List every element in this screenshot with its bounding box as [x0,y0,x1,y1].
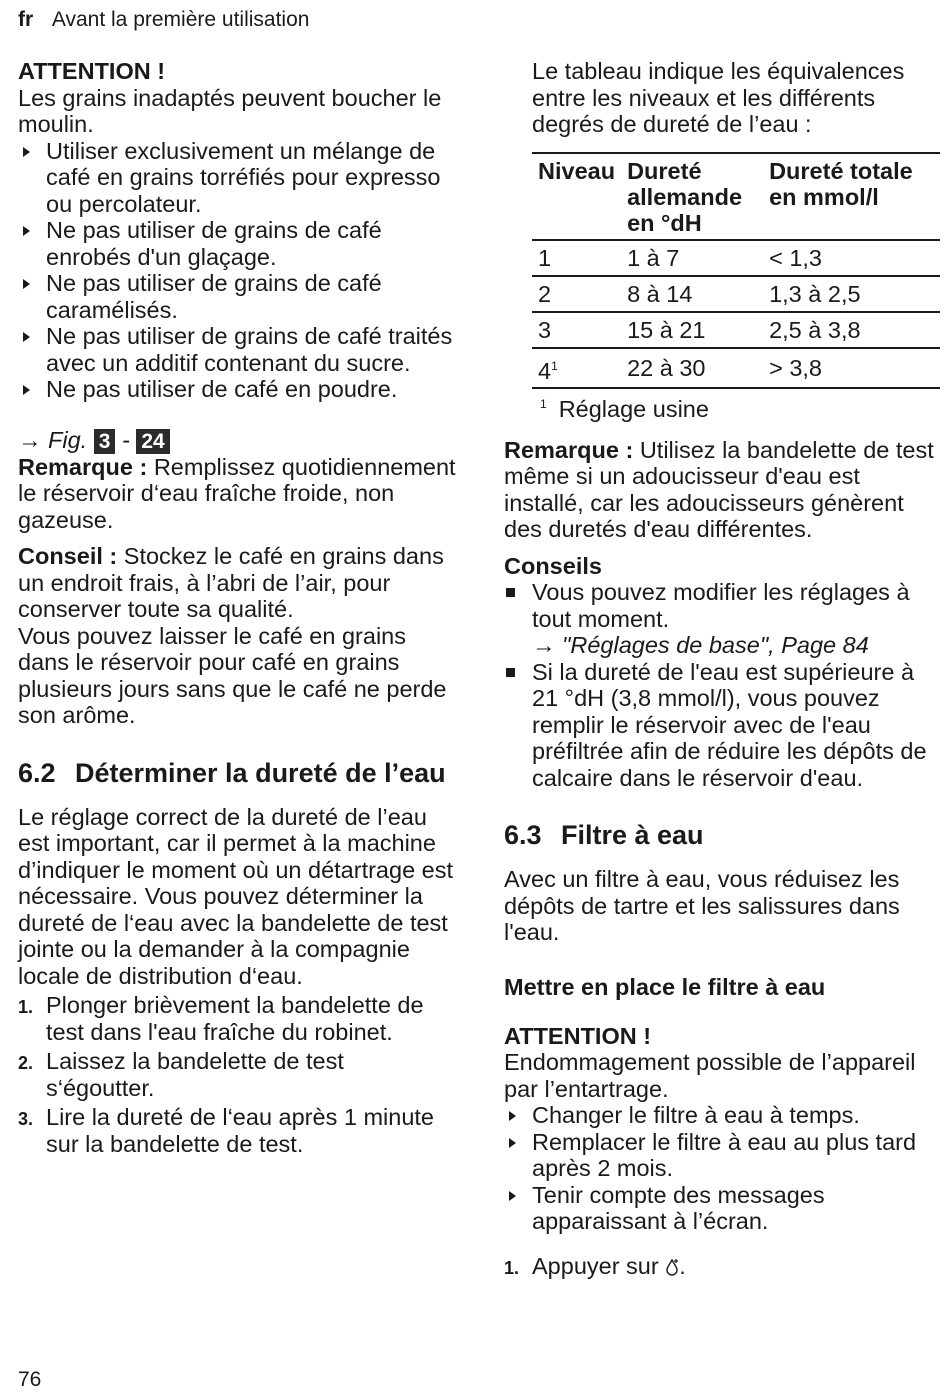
figure-number-to: 24 [136,429,169,454]
list-item: Utiliser exclusivement un mélange de café en grains torréfiés pour expresso ou percolateur. [18,138,458,218]
section-number: 6.3 [504,820,542,851]
step-end: . [679,1252,686,1279]
language-code: fr [18,8,34,31]
attention-bullets [18,138,458,403]
figure-prefix: Fig. [48,426,88,453]
conseils-list [504,579,940,791]
table-intro: Le tableau indique les équivalences entre les niveaux et les différents degrés de dureté de l’eau : [532,58,905,137]
table-cell: 1 [532,240,621,276]
step-text: Laissez la bandelette de test s‘égoutter. [46,1048,344,1101]
table-cell: 15 à 21 [621,312,763,348]
page-header [18,8,309,32]
table-cell: 2,5 à 3,8 [763,312,940,348]
table-cell: 8 à 14 [621,276,763,312]
attention-title: ATTENTION ! [504,1022,652,1049]
column-header: Niveau [532,153,621,240]
attention-text: Endommagement possible de l’appareil par l’entartrage. [504,1049,916,1102]
left-column [18,58,458,1157]
table-cell: 1 à 7 [621,240,763,276]
page-number: 76 [18,1368,42,1391]
cross-reference-link[interactable]: → "Réglages de base", Page 84 [532,632,869,659]
section-heading-6-2 [18,757,458,790]
list-item: Ne pas utiliser de grains de café caramélisés. [18,270,458,323]
list-item: Tenir compte des messages apparaissant à l’écran. [504,1182,940,1235]
conseil-text-2: Vous pouvez laisser le café en grains dans le réservoir pour café en grains plusieurs jours sans que le café ne perde son arôme. [18,622,447,728]
table-cell: < 1,3 [763,240,940,276]
steps-list [18,992,458,1157]
step-number: 3. [18,1109,34,1129]
remarque-paragraph [504,437,940,543]
list-item: Ne pas utiliser de grains de café enrobés d'un glaçage. [18,217,458,270]
footnote-number: 1 [540,397,547,412]
figure-reference [18,427,458,454]
table-footnote [504,391,940,422]
attention-bullets [504,1102,940,1235]
footnote-text: Réglage usine [558,396,709,423]
chapter-title: Avant la première utilisation [51,8,310,31]
table-row [532,348,940,389]
attention-title: ATTENTION ! [18,58,166,84]
list-item [18,1048,458,1101]
step-number: 1. [18,997,34,1017]
remarque-text: Remplissez quotidiennement le réservoir d‘eau fraîche froide, non gazeuse. [18,453,456,533]
table-cell [532,348,621,389]
section-title: Déterminer la dureté de l’eau [75,757,446,788]
section-title: Filtre à eau [561,820,704,851]
remarque-paragraph [18,454,458,534]
table-row [532,276,940,312]
list-item [504,579,940,659]
remarque-label: Remarque : [18,453,148,480]
conseil-label: Conseil : [18,543,118,569]
list-item: Si la dureté de l'eau est supérieure à 21 °dH (3,8 mmol/l), vous pouvez remplir le réservoir avec de l'eau préfiltrée afin de réduire les dépôts de calcaire dans le réservoir d'eau. [504,659,940,792]
subsection-title: Mettre en place le filtre à eau [504,973,826,1000]
step-number: 1. [504,1257,520,1278]
water-drop-icon [665,1258,679,1276]
steps-list [504,1253,940,1280]
figure-separator: - [121,426,130,453]
conseils-title: Conseils [504,552,602,579]
section-number: 6.2 [18,757,56,788]
table-cell: 1,3 à 2,5 [763,276,940,312]
list-item: Remplacer le filtre à eau au plus tard après 2 mois. [504,1129,940,1182]
section-heading-6-3 [504,819,940,852]
step-text: Lire la dureté de l‘eau après 1 minute sur la bandelette de test. [46,1104,434,1157]
list-item: Changer le filtre à eau à temps. [504,1102,940,1129]
table-cell: > 3,8 [763,348,940,389]
arrow-icon: → [18,426,42,453]
table-cell: 3 [532,312,621,348]
list-item: Ne pas utiliser de grains de café traités avec un additif contenant du sucre. [18,323,458,376]
list-item [504,1253,940,1280]
remarque-text: Utilisez la bandelette de test même si un adoucisseur d'eau est installé, car les adoucisseurs génèrent des duretés d'eau différentes. [504,436,934,543]
right-column [504,58,940,1279]
attention-text: Les grains inadaptés peuvent boucher le moulin. [18,84,442,137]
conseil-paragraph [18,543,458,623]
table-cell: 2 [532,276,621,312]
table-header-row [532,153,940,240]
list-item [18,1104,458,1157]
section-text: Le réglage correct de la dureté de l’eau est important, car il permet à la machine d’indiquer le moment où un détartrage est nécessaire. Vous pouvez déterminer la dureté de l‘eau avec la bandelette de test jointe ou la demander à la compagnie locale de distribution d‘eau. [18,803,454,989]
remarque-label: Remarque : [504,436,634,463]
step-text: Plonger brièvement la bandelette de test dans l'eau fraîche du robinet. [46,992,424,1045]
table-row [532,240,940,276]
water-hardness-table [532,152,940,390]
column-header: Dureté totale en mmol/l [763,153,940,240]
conseil-text: Vous pouvez modifier les réglages à tout moment. [532,579,910,632]
step-text: Appuyer sur [532,1252,659,1279]
table-row [532,312,940,348]
footnote-marker: 1 [551,358,558,373]
step-number: 2. [18,1053,34,1073]
column-header: Dureté allemande en °dH [621,153,763,240]
figure-number-from: 3 [94,429,116,454]
list-item: Ne pas utiliser de café en poudre. [18,376,458,403]
table-cell: 22 à 30 [621,348,763,389]
level-value: 4 [538,357,552,384]
conseil-text: Stockez le café en grains dans un endroit frais, à l’abri de l’air, pour conserver toute sa qualité. [18,543,444,622]
section-text: Avec un filtre à eau, vous réduisez les dépôts de tartre et les salissures dans l'eau. [504,866,900,946]
list-item [18,992,458,1045]
